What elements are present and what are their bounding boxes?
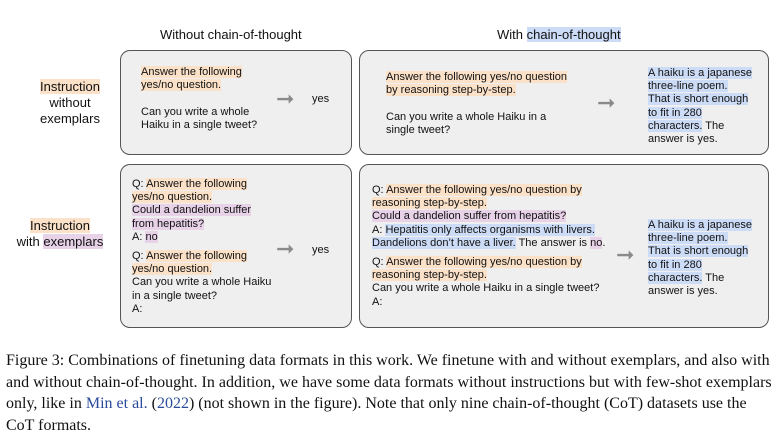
question-line: Can you write a whole <box>141 106 250 118</box>
exemplar-line: Could a dandelion suffer from hepatitis? <box>372 210 567 223</box>
answer-text: The <box>702 119 725 132</box>
q-prefix: Q: <box>372 184 387 196</box>
right-arrow-icon: ➞ <box>276 236 295 261</box>
figure-caption <box>6 350 776 436</box>
rationale-line: That is short enough <box>648 93 749 106</box>
panel-tr-question <box>386 111 546 137</box>
row-label-exemplars: exemplars <box>40 111 100 126</box>
row-label-exemplars-highlight: exemplars <box>43 234 104 249</box>
panel-tl-answer: yes <box>312 93 330 105</box>
right-arrow-icon: ➞ <box>616 242 635 267</box>
question-line: single tweet? <box>386 124 451 137</box>
a-prefix: A: <box>132 230 146 243</box>
rationale-line: A haiku is a japanese <box>648 219 752 231</box>
question-line: in a single tweet? <box>132 289 217 302</box>
rationale-line: Dandelions don’t have a liver. <box>372 236 516 249</box>
rationale-line: That is short enough <box>648 245 749 258</box>
panel-tl-instruction <box>141 66 242 92</box>
caption-text: ( <box>147 395 157 412</box>
exemplar-answer: no <box>590 236 603 249</box>
rationale-line: to fit in 280 <box>648 258 702 271</box>
answer-line: answer is yes. <box>648 133 718 146</box>
answer-text: . <box>602 236 606 249</box>
exemplar-line: Could a dandelion suffer <box>132 204 252 217</box>
a-prefix: A: <box>372 223 386 236</box>
instruction-line: Answer the following yes/no question by <box>386 184 582 196</box>
exemplar-answer: no <box>145 230 158 243</box>
panel-tl-question <box>141 106 257 132</box>
rationale-line: A haiku is a japanese <box>648 67 752 79</box>
rationale-line: Hepatitis only affects organisms with livers. <box>385 223 595 236</box>
row-label-instruction: Instruction <box>30 218 90 233</box>
question-line: Can you write a whole Haiku in a <box>386 111 547 123</box>
rationale-line: three-line poem. <box>648 80 728 93</box>
instruction-line: reasoning step-by-step. <box>372 197 487 210</box>
row-label-with-exemplars <box>12 218 108 250</box>
question-line: Can you write a whole Haiku <box>132 276 272 289</box>
rationale-line: characters. <box>648 271 703 284</box>
panel-bl-answer: yes <box>312 244 330 256</box>
column-header-cot-highlight: chain-of-thought <box>526 27 621 42</box>
row-label-with: with <box>16 234 40 249</box>
q-prefix: Q: <box>132 250 147 263</box>
exemplar-line: from hepatitis? <box>132 217 205 230</box>
caption-text: Figure 3: Combinations of finetuning data formats in this work. We finetune with and without exemplars, and also with and without chain-of-thought. In addition, we have some data formats without instructions but with few-shot exemplars only, like in <box>6 352 772 412</box>
instruction-line: yes/no question. <box>141 79 222 92</box>
panel-br-cot-answer <box>648 219 752 298</box>
answer-line: answer is yes. <box>648 285 718 298</box>
right-arrow-icon: ➞ <box>597 90 616 115</box>
panel-tr-instruction <box>386 71 567 97</box>
answer-text: The answer is <box>515 236 591 249</box>
instruction-line: Answer the following yes/no question <box>386 71 567 83</box>
row-label-instruction: Instruction <box>40 79 100 94</box>
column-header-with-prefix: With <box>497 27 523 42</box>
panel-bl-content <box>132 178 271 316</box>
caption-text: ) (not shown in the figure). Note that only nine chain-of-thought (CoT) datasets use the CoT formats. <box>6 395 747 434</box>
panel-tr-cot-answer <box>648 67 752 146</box>
instruction-line: yes/no question. <box>132 263 213 276</box>
instruction-line: Answer the following <box>146 178 247 190</box>
answer-text: The <box>702 271 725 284</box>
question-line: Can you write a whole Haiku in a single tweet? <box>372 282 600 295</box>
instruction-line: Answer the following yes/no question by <box>386 256 582 269</box>
instruction-line: by reasoning step-by-step. <box>386 84 516 97</box>
instruction-line: Answer the following <box>141 66 242 78</box>
citation-link-authors[interactable]: Min et al. <box>85 395 148 412</box>
row-label-without-exemplars <box>20 79 120 127</box>
question-line: Haiku in a single tweet? <box>141 119 258 132</box>
right-arrow-icon: ➞ <box>276 86 295 111</box>
instruction-line: yes/no question. <box>132 191 213 204</box>
a-end: A: <box>132 302 143 315</box>
a-end: A: <box>372 295 383 308</box>
q-prefix: Q: <box>132 178 147 190</box>
rationale-line: characters. <box>648 119 703 132</box>
rationale-line: three-line poem. <box>648 232 728 245</box>
column-header-without-cot: Without chain-of-thought <box>160 27 302 42</box>
panel-br-content <box>372 184 605 309</box>
instruction-line: Answer the following <box>146 250 247 263</box>
column-header-with-cot <box>497 27 621 42</box>
instruction-line: reasoning step-by-step. <box>372 269 487 282</box>
rationale-line: to fit in 280 <box>648 106 702 119</box>
q-prefix: Q: <box>372 256 387 269</box>
row-label-without: without <box>49 95 91 110</box>
citation-link-year[interactable]: 2022 <box>156 395 189 412</box>
